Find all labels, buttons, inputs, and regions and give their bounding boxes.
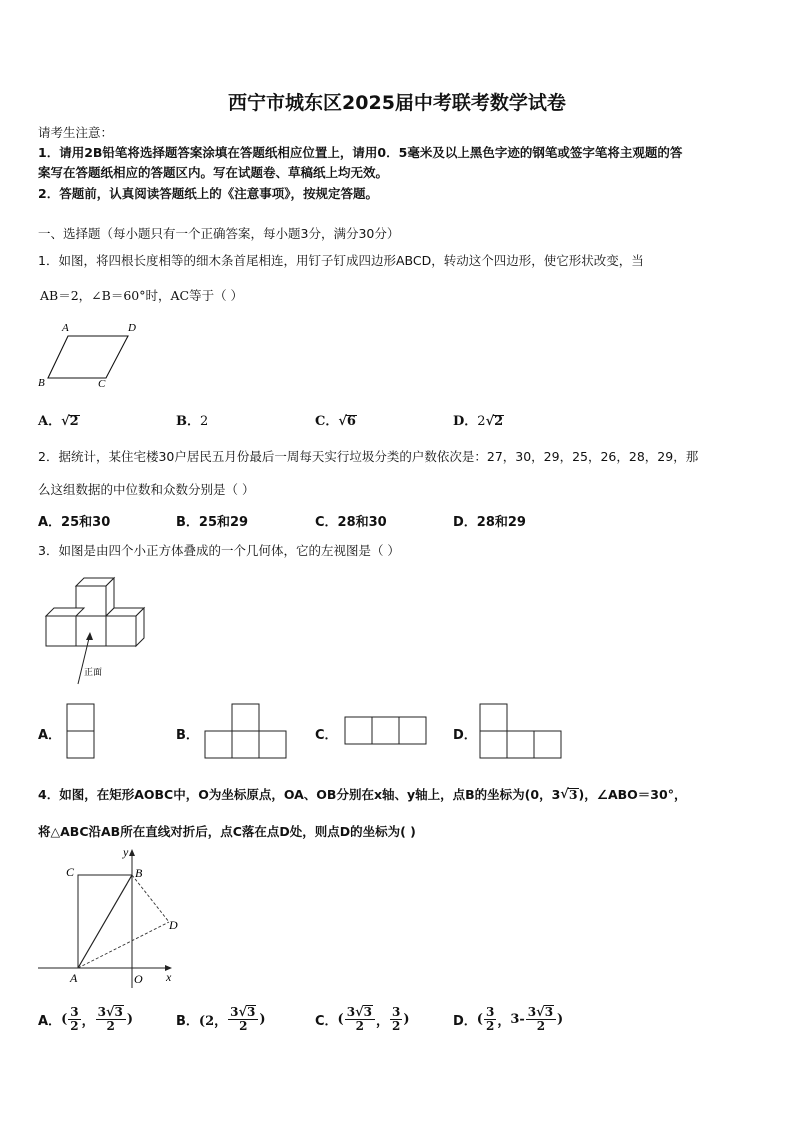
q2-stem-line-1: 2．据统计，某住宅楼30户居民五月份最后一周每天实行垃圾分类的户数依次是：27，30，29，25，26，28，29，那 bbox=[38, 449, 699, 464]
q1-option-a[interactable]: A．√2 bbox=[38, 414, 79, 429]
section-heading: 一、选择题（每小题只有一个正确答案，每小题3分，满分30分） bbox=[38, 226, 400, 241]
q3-stem: 3．如图是由四个小正方体叠成的一个几何体，它的左视图是（ ） bbox=[38, 543, 400, 558]
q2-stem-line-2: 么这组数据的中位数和众数分别是（ ） bbox=[38, 482, 255, 497]
label-c: C bbox=[66, 865, 75, 879]
q1-condition: AB＝2，∠B＝60°时，AC等于（ ） bbox=[40, 288, 244, 303]
q4-stem-line-1: 4．如图，在矩形AOBC中，O为坐标原点，OA、OB分别在x轴、y轴上，点B的坐标为(0，3 √ 3 )，∠ABO＝30°， bbox=[38, 786, 687, 802]
notice-item-1-line-1: 1．请用2B铅笔将选择题答案涂填在答题纸相应位置上，请用0．5毫米及以上黑色字迹的钢笔或签字笔将主观题的答 bbox=[38, 145, 683, 160]
label-y: y bbox=[123, 845, 129, 859]
q2-option-a[interactable]: A．25和30 bbox=[38, 515, 111, 530]
y-axis-arrow bbox=[129, 849, 135, 856]
label-b: B bbox=[38, 377, 45, 389]
q3-option-c-label[interactable]: C． bbox=[315, 728, 338, 743]
q4-option-c[interactable]: C． ( $\frac{3√3}{2}$ ， $\frac{3}{2}$ ) bbox=[315, 1004, 410, 1033]
page-title: 西宁市城东区2025届中考联考数学试卷 bbox=[228, 92, 566, 114]
q3-cube-stack-figure bbox=[40, 572, 155, 687]
label-d: D bbox=[169, 918, 178, 932]
q4-stem-line-2: 将△ABC沿AB所在直线对折后，点C落在点D处，则点D的坐标为( ) bbox=[38, 824, 416, 839]
right-cube-front-face bbox=[106, 616, 136, 646]
parallelogram-shape bbox=[48, 336, 128, 378]
notice-item-1-line-2: 案写在答题纸相应的答题区内。写在试题卷、草稿纸上均无效。 bbox=[38, 165, 389, 180]
q1-stem: 1．如图，将四根长度相等的细木条首尾相连，用钉子钉成四边形ABCD，转动这个四边形，使它形状改变，当 bbox=[38, 253, 644, 268]
q3-option-a-figure[interactable] bbox=[66, 703, 96, 761]
label-x: x bbox=[166, 970, 172, 984]
q2-option-d[interactable]: D．28和29 bbox=[453, 515, 526, 530]
label-c: C bbox=[98, 378, 106, 390]
front-label: 正面 bbox=[84, 668, 103, 678]
q1-option-b[interactable]: B．2 bbox=[176, 414, 209, 429]
q3-option-b-figure[interactable] bbox=[204, 703, 288, 761]
segment-bd bbox=[132, 875, 169, 922]
label-a: A bbox=[62, 322, 69, 334]
q1-option-c[interactable]: C．√6 bbox=[315, 414, 356, 429]
q3-option-b-label[interactable]: B． bbox=[176, 728, 199, 743]
q4-option-b[interactable]: B． (2， $\frac{3√3}{2}$ ) bbox=[176, 1005, 266, 1033]
q4-option-d[interactable]: D． ( $\frac{3}{2}$ ， 3- $\frac{3√3}{2}$ ) bbox=[453, 1004, 564, 1033]
label-b: B bbox=[135, 866, 143, 880]
notice-heading: 请考生注意： bbox=[38, 125, 114, 140]
q1-option-d[interactable]: D．2√2 bbox=[453, 414, 504, 429]
q1-parallelogram-figure bbox=[36, 320, 146, 392]
q2-option-c[interactable]: C．28和30 bbox=[315, 515, 387, 530]
q3-option-d-figure[interactable] bbox=[479, 703, 563, 761]
left-cube-front-face bbox=[46, 616, 76, 646]
q4-coordinate-figure bbox=[36, 844, 186, 990]
q4-option-a[interactable]: A． ( $\frac{3}{2}$ ， $\frac{3√3}{2}$ ) bbox=[38, 1004, 134, 1033]
q3-option-d-label[interactable]: D． bbox=[453, 728, 477, 743]
q3-option-a-label[interactable]: A． bbox=[38, 728, 62, 743]
label-a: A bbox=[70, 971, 78, 985]
q3-option-c-figure[interactable] bbox=[344, 716, 428, 746]
label-d: D bbox=[128, 322, 136, 334]
notice-item-2: 2．答题前，认真阅读答题纸上的《注意事项》，按规定答题。 bbox=[38, 186, 378, 201]
label-o: O bbox=[134, 972, 143, 986]
q2-option-b[interactable]: B．25和29 bbox=[176, 515, 249, 530]
middle-cube-front-face bbox=[76, 616, 106, 646]
